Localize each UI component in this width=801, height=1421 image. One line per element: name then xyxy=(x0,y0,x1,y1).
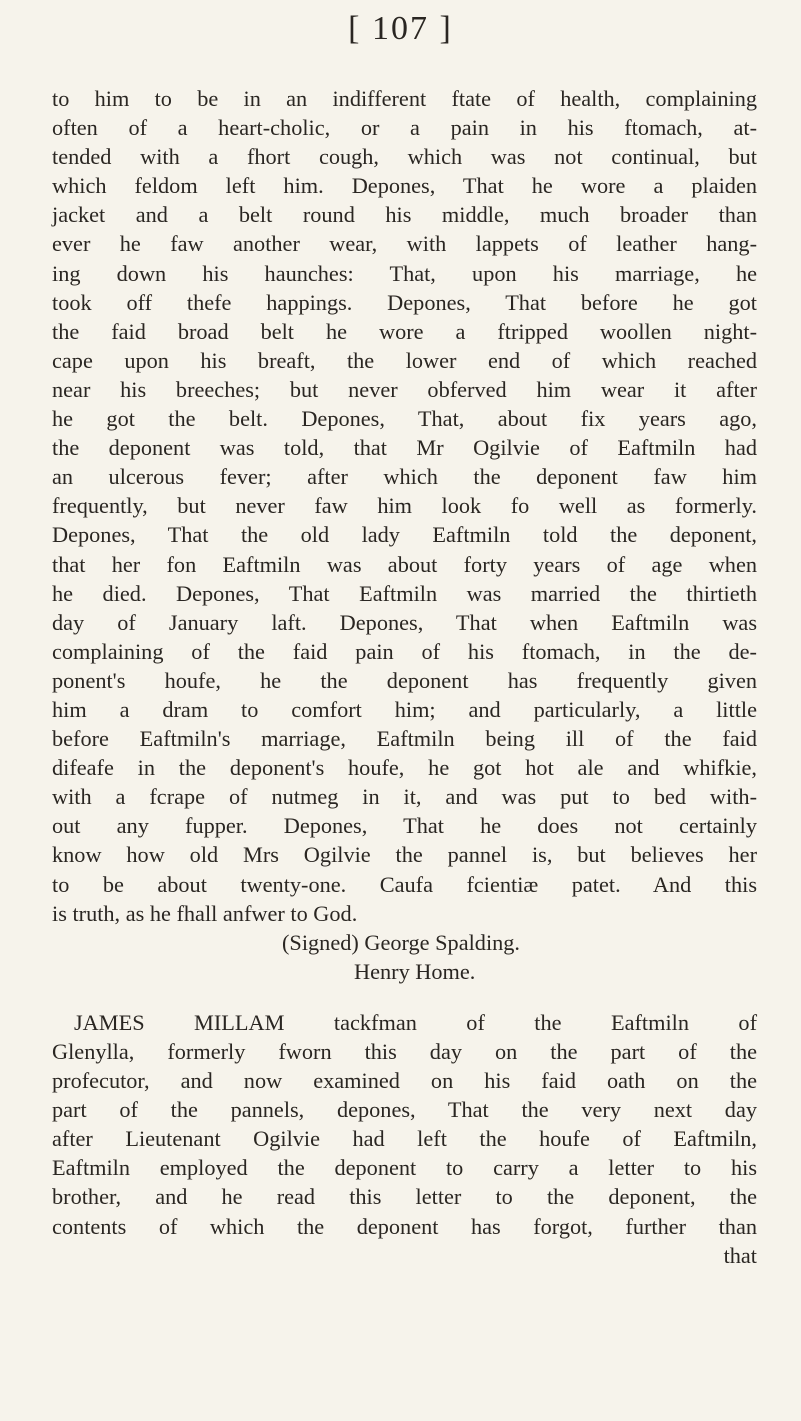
text-line: JAMES MILLAM tackfman of the Eaftmiln of xyxy=(74,1009,757,1035)
text-line: to be about twenty-one. Caufa fcientiæ patet. And this xyxy=(52,871,757,897)
text-line: is truth, as he fhall anfwer to God. xyxy=(52,900,358,926)
text-line: often of a heart-cholic, or a pain in his ftomach, at- xyxy=(52,115,757,141)
paragraph-gap xyxy=(52,986,757,1008)
text-line: frequently, but never faw him look fo well as formerly. xyxy=(52,493,757,519)
text-line: part of the pannels, depones, That the very next day xyxy=(52,1097,757,1123)
text-line: jacket and a belt round his middle, much broader than xyxy=(52,202,757,228)
text-line: took off thefe happings. Depones, That before he got xyxy=(52,289,757,315)
body-text xyxy=(52,84,757,1270)
text-line: the faid broad belt he wore a ftripped woollen night- xyxy=(52,318,757,344)
text-line: he died. Depones, That Eaftmiln was married the thirtieth xyxy=(52,580,757,606)
text-line: ever he faw another wear, with lappets of leather hang- xyxy=(52,231,757,257)
text-line: out any fupper. Depones, That he does not certainly xyxy=(52,813,757,839)
text-line: to him to be in an indifferent ftate of health, complaining xyxy=(52,86,757,111)
text-line: near his breeches; but never obferved him wear it after xyxy=(52,376,757,402)
text-line: difeafe in the deponent's houfe, he got hot ale and whifkie, xyxy=(52,755,757,781)
text-line: ponent's houfe, he the deponent has frequently given xyxy=(52,667,757,693)
text-line: which feldom left him. Depones, That he wore a plaiden xyxy=(52,173,757,199)
text-line: the deponent was told, that Mr Ogilvie of Eaftmiln had xyxy=(52,435,757,461)
text-line: Depones, That the old lady Eaftmiln told the deponent, xyxy=(52,522,757,548)
text-line: profecutor, and now examined on his faid oath on the xyxy=(52,1068,757,1094)
signature-george-spalding: (Signed) George Spalding. xyxy=(282,929,521,955)
text-line: Eaftmiln employed the deponent to carry a letter to his xyxy=(52,1155,757,1181)
text-line: after Lieutenant Ogilvie had left the houfe of Eaftmiln, xyxy=(52,1126,757,1152)
text-line: know how old Mrs Ogilvie the pannel is, but believes her xyxy=(52,842,757,868)
text-line: cape upon his breaft, the lower end of which reached xyxy=(52,347,757,373)
text-line: ing down his haunches: That, upon his marriage, he xyxy=(52,260,757,286)
text-line: him a dram to comfort him; and particularly, a little xyxy=(52,696,757,722)
catchword: that xyxy=(723,1242,757,1268)
signature-henry-home: Henry Home. xyxy=(354,958,476,984)
text-line: contents of which the deponent has forgot, further than xyxy=(52,1213,757,1239)
text-line: he got the belt. Depones, That, about fix years ago, xyxy=(52,406,757,432)
text-line: brother, and he read this letter to the deponent, the xyxy=(52,1184,757,1210)
text-line: with a fcrape of nutmeg in it, and was put to bed with- xyxy=(52,784,757,810)
text-line: that her fon Eaftmiln was about forty years of age when xyxy=(52,551,757,577)
text-line: an ulcerous fever; after which the deponent faw him xyxy=(52,464,757,490)
text-line: day of January laft. Depones, That when Eaftmiln was xyxy=(52,609,757,635)
text-line: before Eaftmiln's marriage, Eaftmiln being ill of the faid xyxy=(52,726,757,752)
text-line: Glenylla, formerly fworn this day on the part of the xyxy=(52,1039,757,1064)
text-line: tended with a fhort cough, which was not continual, but xyxy=(52,144,757,170)
text-line: complaining of the faid pain of his ftomach, in the de- xyxy=(52,638,757,664)
page-number-header: [ 107 ] xyxy=(348,10,453,47)
